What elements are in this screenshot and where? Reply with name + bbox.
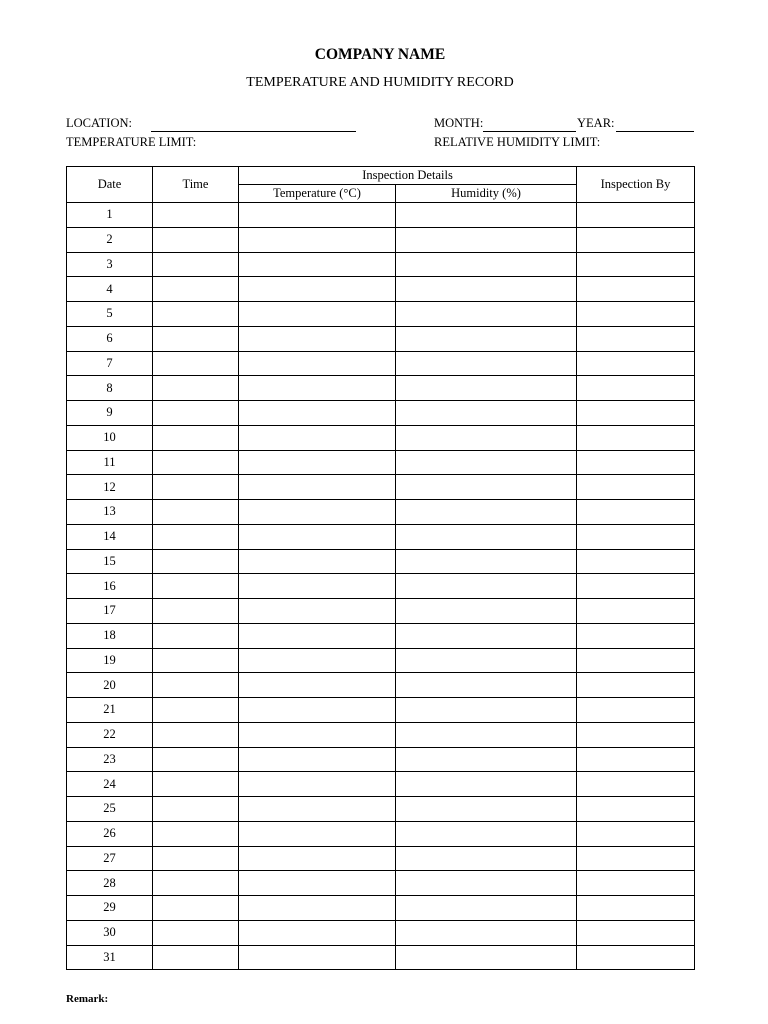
table-row [67, 797, 695, 822]
time-cell[interactable] [153, 252, 239, 277]
temperature-limit-label: TEMPERATURE LIMIT: [66, 135, 197, 149]
time-cell[interactable] [153, 450, 239, 475]
humidity-cell[interactable] [396, 772, 577, 797]
humidity-cell[interactable] [396, 252, 577, 277]
record-title: TEMPERATURE AND HUMIDITY RECORD [246, 75, 514, 90]
date-cell: 19 [67, 648, 153, 673]
inspection-by-cell[interactable] [577, 599, 695, 624]
date-cell: 31 [67, 945, 153, 970]
temperature-cell[interactable] [239, 500, 396, 525]
temperature-cell[interactable] [239, 252, 396, 277]
date-cell: 20 [67, 673, 153, 698]
humidity-cell[interactable] [396, 599, 577, 624]
inspection-by-cell[interactable] [577, 549, 695, 574]
temperature-cell[interactable] [239, 549, 396, 574]
inspection-by-cell[interactable] [577, 326, 695, 351]
time-cell[interactable] [153, 797, 239, 822]
date-cell: 30 [67, 920, 153, 945]
date-cell: 9 [67, 401, 153, 426]
table-row [67, 203, 695, 228]
inspection-by-cell[interactable] [577, 797, 695, 822]
month-label: MONTH: [434, 116, 484, 130]
header-inspection-by: Inspection By [577, 167, 695, 203]
header-time: Time [153, 167, 239, 203]
table-row [67, 871, 695, 896]
table-row [67, 673, 695, 698]
table-row [67, 772, 695, 797]
date-cell: 13 [67, 500, 153, 525]
date-cell: 18 [67, 623, 153, 648]
table-row [67, 351, 695, 376]
inspection-by-cell[interactable] [577, 227, 695, 252]
date-cell: 24 [67, 772, 153, 797]
humidity-cell[interactable] [396, 722, 577, 747]
time-cell[interactable] [153, 920, 239, 945]
table-row [67, 252, 695, 277]
date-cell: 2 [67, 227, 153, 252]
record-table [66, 166, 695, 970]
time-cell[interactable] [153, 722, 239, 747]
inspection-by-cell[interactable] [577, 277, 695, 302]
inspection-by-cell[interactable] [577, 475, 695, 500]
inspection-by-cell[interactable] [577, 673, 695, 698]
header-humidity: Humidity (%) [396, 185, 577, 203]
month-field[interactable] [483, 131, 576, 132]
humidity-cell[interactable] [396, 351, 577, 376]
humidity-cell[interactable] [396, 747, 577, 772]
table-row [67, 500, 695, 525]
table-row [67, 475, 695, 500]
date-cell: 17 [67, 599, 153, 624]
table-row [67, 401, 695, 426]
temperature-cell[interactable] [239, 574, 396, 599]
inspection-by-cell[interactable] [577, 524, 695, 549]
table-row [67, 648, 695, 673]
table-row [67, 920, 695, 945]
time-cell[interactable] [153, 376, 239, 401]
table-row [67, 302, 695, 327]
date-cell: 12 [67, 475, 153, 500]
time-cell[interactable] [153, 599, 239, 624]
temperature-cell[interactable] [239, 599, 396, 624]
table-row [67, 623, 695, 648]
inspection-by-cell[interactable] [577, 376, 695, 401]
inspection-by-cell[interactable] [577, 920, 695, 945]
inspection-by-cell[interactable] [577, 945, 695, 970]
temperature-cell[interactable] [239, 846, 396, 871]
humidity-cell[interactable] [396, 673, 577, 698]
date-cell: 10 [67, 425, 153, 450]
temperature-cell[interactable] [239, 623, 396, 648]
time-cell[interactable] [153, 203, 239, 228]
header-date: Date [67, 167, 153, 203]
date-cell: 7 [67, 351, 153, 376]
inspection-by-cell[interactable] [577, 896, 695, 921]
temperature-cell[interactable] [239, 673, 396, 698]
table-row [67, 450, 695, 475]
date-cell: 22 [67, 722, 153, 747]
temperature-cell[interactable] [239, 277, 396, 302]
humidity-limit-label: RELATIVE HUMIDITY LIMIT: [434, 135, 601, 149]
date-cell: 11 [67, 450, 153, 475]
humidity-cell[interactable] [396, 227, 577, 252]
temperature-cell[interactable] [239, 351, 396, 376]
time-cell[interactable] [153, 648, 239, 673]
humidity-cell[interactable] [396, 277, 577, 302]
date-cell: 4 [67, 277, 153, 302]
time-cell[interactable] [153, 277, 239, 302]
inspection-by-cell[interactable] [577, 302, 695, 327]
table-row [67, 821, 695, 846]
date-cell: 1 [67, 203, 153, 228]
date-cell: 6 [67, 326, 153, 351]
time-cell[interactable] [153, 673, 239, 698]
date-cell: 25 [67, 797, 153, 822]
humidity-cell[interactable] [396, 549, 577, 574]
temperature-cell[interactable] [239, 722, 396, 747]
time-cell[interactable] [153, 524, 239, 549]
location-label: LOCATION: [66, 116, 132, 130]
temperature-cell[interactable] [239, 797, 396, 822]
humidity-cell[interactable] [396, 203, 577, 228]
humidity-cell[interactable] [396, 302, 577, 327]
inspection-by-cell[interactable] [577, 747, 695, 772]
temperature-cell[interactable] [239, 425, 396, 450]
inspection-by-cell[interactable] [577, 203, 695, 228]
date-cell: 15 [67, 549, 153, 574]
temperature-cell[interactable] [239, 302, 396, 327]
temperature-cell[interactable] [239, 896, 396, 921]
humidity-cell[interactable] [396, 475, 577, 500]
humidity-cell[interactable] [396, 821, 577, 846]
temperature-cell[interactable] [239, 376, 396, 401]
humidity-cell[interactable] [396, 425, 577, 450]
date-cell: 14 [67, 524, 153, 549]
table-row [67, 896, 695, 921]
temperature-cell[interactable] [239, 920, 396, 945]
time-cell[interactable] [153, 302, 239, 327]
time-cell[interactable] [153, 871, 239, 896]
table-row [67, 326, 695, 351]
inspection-by-cell[interactable] [577, 401, 695, 426]
date-cell: 27 [67, 846, 153, 871]
date-cell: 21 [67, 698, 153, 723]
date-cell: 26 [67, 821, 153, 846]
humidity-cell[interactable] [396, 524, 577, 549]
inspection-by-cell[interactable] [577, 252, 695, 277]
time-cell[interactable] [153, 945, 239, 970]
temperature-cell[interactable] [239, 648, 396, 673]
table-row [67, 376, 695, 401]
time-cell[interactable] [153, 401, 239, 426]
date-cell: 8 [67, 376, 153, 401]
header-temperature: Temperature (°C) [239, 185, 396, 203]
humidity-cell[interactable] [396, 574, 577, 599]
year-label: YEAR: [577, 116, 615, 130]
time-cell[interactable] [153, 821, 239, 846]
location-field[interactable] [151, 131, 356, 132]
time-cell[interactable] [153, 747, 239, 772]
temperature-cell[interactable] [239, 401, 396, 426]
humidity-cell[interactable] [396, 797, 577, 822]
temperature-cell[interactable] [239, 698, 396, 723]
temperature-cell[interactable] [239, 772, 396, 797]
time-cell[interactable] [153, 227, 239, 252]
table-row [67, 277, 695, 302]
date-cell: 16 [67, 574, 153, 599]
inspection-by-cell[interactable] [577, 351, 695, 376]
humidity-cell[interactable] [396, 698, 577, 723]
temperature-cell[interactable] [239, 871, 396, 896]
table-row [67, 945, 695, 970]
time-cell[interactable] [153, 698, 239, 723]
temperature-cell[interactable] [239, 747, 396, 772]
time-cell[interactable] [153, 549, 239, 574]
temperature-cell[interactable] [239, 203, 396, 228]
humidity-cell[interactable] [396, 326, 577, 351]
temperature-cell[interactable] [239, 227, 396, 252]
table-row [67, 574, 695, 599]
table-row [67, 722, 695, 747]
date-cell: 23 [67, 747, 153, 772]
inspection-by-cell[interactable] [577, 450, 695, 475]
humidity-cell[interactable] [396, 945, 577, 970]
temperature-cell[interactable] [239, 821, 396, 846]
inspection-by-cell[interactable] [577, 425, 695, 450]
inspection-by-cell[interactable] [577, 772, 695, 797]
humidity-cell[interactable] [396, 920, 577, 945]
date-cell: 29 [67, 896, 153, 921]
humidity-cell[interactable] [396, 846, 577, 871]
date-cell: 28 [67, 871, 153, 896]
time-cell[interactable] [153, 326, 239, 351]
humidity-cell[interactable] [396, 401, 577, 426]
table-row [67, 425, 695, 450]
time-cell[interactable] [153, 500, 239, 525]
table-row [67, 698, 695, 723]
time-cell[interactable] [153, 896, 239, 921]
inspection-by-cell[interactable] [577, 623, 695, 648]
temperature-cell[interactable] [239, 326, 396, 351]
inspection-by-cell[interactable] [577, 648, 695, 673]
temperature-cell[interactable] [239, 524, 396, 549]
date-cell: 3 [67, 252, 153, 277]
time-cell[interactable] [153, 425, 239, 450]
time-cell[interactable] [153, 574, 239, 599]
table-row [67, 549, 695, 574]
table-body [67, 203, 695, 970]
date-cell: 5 [67, 302, 153, 327]
humidity-cell[interactable] [396, 623, 577, 648]
temperature-cell[interactable] [239, 450, 396, 475]
header-inspection-details: Inspection Details [239, 167, 577, 185]
inspection-by-cell[interactable] [577, 500, 695, 525]
inspection-by-cell[interactable] [577, 698, 695, 723]
inspection-by-cell[interactable] [577, 722, 695, 747]
humidity-cell[interactable] [396, 500, 577, 525]
time-cell[interactable] [153, 475, 239, 500]
table-row [67, 846, 695, 871]
remark-label: Remark: [66, 993, 109, 1005]
company-name: COMPANY NAME [314, 46, 446, 63]
temperature-cell[interactable] [239, 945, 396, 970]
table-row [67, 227, 695, 252]
year-field[interactable] [616, 131, 694, 132]
table-row [67, 747, 695, 772]
time-cell[interactable] [153, 623, 239, 648]
inspection-by-cell[interactable] [577, 574, 695, 599]
time-cell[interactable] [153, 772, 239, 797]
humidity-cell[interactable] [396, 376, 577, 401]
humidity-cell[interactable] [396, 871, 577, 896]
time-cell[interactable] [153, 846, 239, 871]
inspection-by-cell[interactable] [577, 846, 695, 871]
inspection-by-cell[interactable] [577, 821, 695, 846]
table-row [67, 524, 695, 549]
time-cell[interactable] [153, 351, 239, 376]
humidity-cell[interactable] [396, 648, 577, 673]
inspection-by-cell[interactable] [577, 871, 695, 896]
humidity-cell[interactable] [396, 896, 577, 921]
humidity-cell[interactable] [396, 450, 577, 475]
temperature-cell[interactable] [239, 475, 396, 500]
table-row [67, 599, 695, 624]
